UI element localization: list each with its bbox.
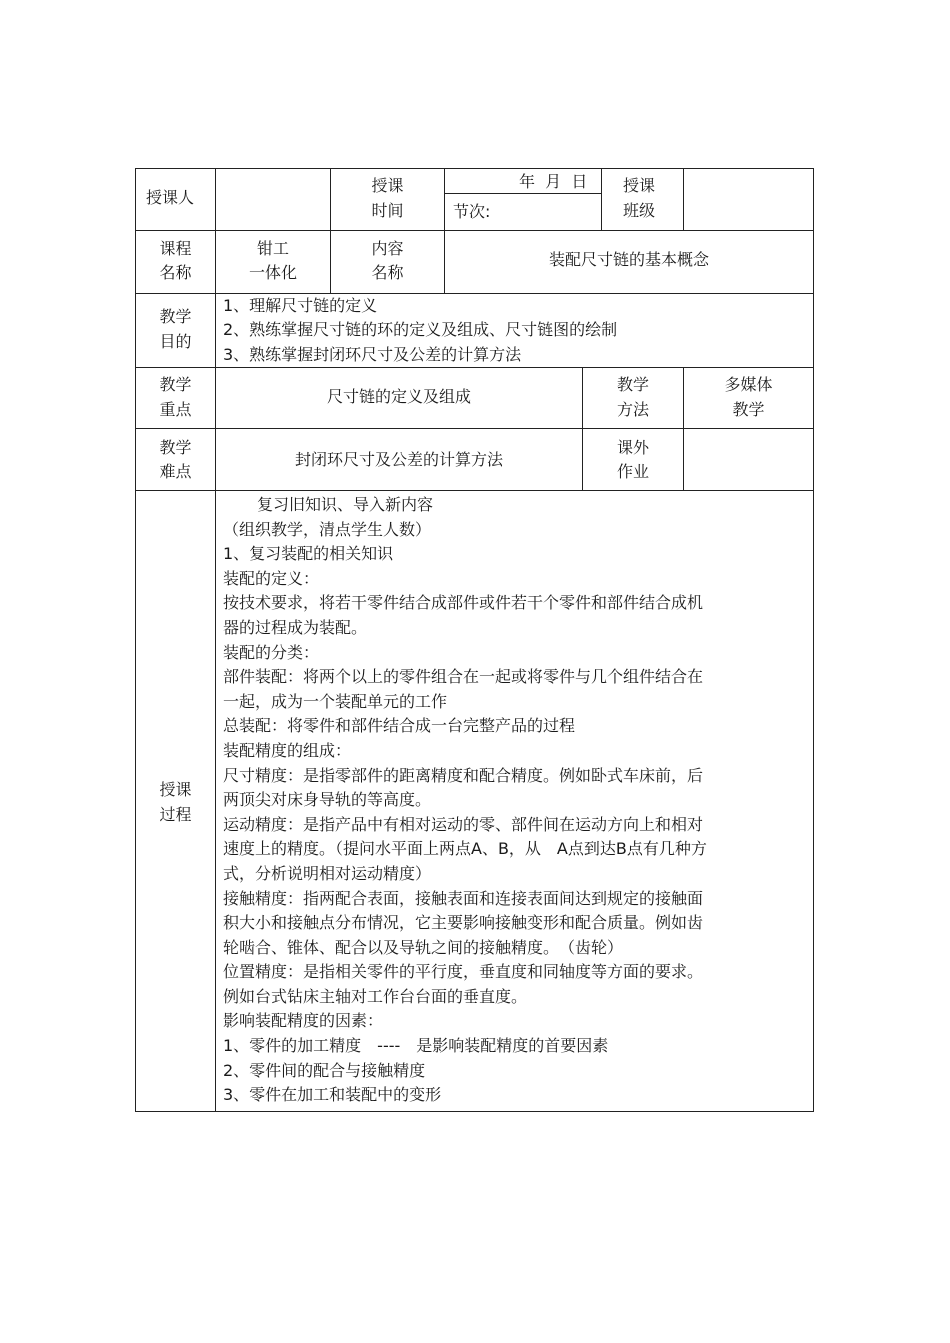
table-border-bottom bbox=[135, 1111, 814, 1112]
process-line: 复习旧知识、导入新内容 bbox=[257, 495, 434, 514]
process-line: 接触精度：指两配合表面，接触表面和连接表面间达到规定的接触面 bbox=[223, 888, 704, 908]
goal-item: 1、理解尺寸链的定义 bbox=[223, 296, 378, 315]
col-divider-b bbox=[444, 168, 445, 294]
course-label-line1: 课程 bbox=[159, 239, 192, 258]
row-divider-3 bbox=[135, 367, 814, 368]
content-value: 装配尺寸链的基本概念 bbox=[548, 250, 709, 269]
process-line: 式，分析说明相对运动精度） bbox=[223, 863, 432, 883]
difficulty-value: 封闭环尺寸及公差的计算方法 bbox=[294, 450, 503, 469]
process-line: 1、零件的加工精度 ---- 是影响装配精度的首要因素 bbox=[223, 1036, 609, 1056]
process-line: 按技术要求，将若干零件结合成部件或件若干个零件和部件结合成机 bbox=[223, 593, 704, 613]
date-text: 年 月 日 bbox=[519, 172, 588, 191]
process-line: 一起，成为一个装配单元的工作 bbox=[223, 691, 448, 711]
method-value-line2: 教学 bbox=[732, 400, 765, 419]
table-border-right bbox=[813, 168, 814, 1112]
method-label-line1: 教学 bbox=[616, 375, 649, 394]
process-line: 总装配：将零件和部件结合成一台完整产品的过程 bbox=[223, 716, 576, 736]
key-label-line1: 教学 bbox=[159, 375, 192, 394]
process-line: 装配的分类： bbox=[223, 642, 320, 662]
course-label-line2: 名称 bbox=[159, 263, 192, 282]
content-label-line2: 名称 bbox=[371, 263, 404, 282]
process-line: 装配的定义： bbox=[223, 568, 320, 588]
course-value-line2: 一体化 bbox=[248, 263, 297, 282]
method-label-line2: 方法 bbox=[616, 400, 649, 419]
homework-label-line1: 课外 bbox=[616, 438, 649, 457]
process-line: 积大小和接触点分布情况，它主要影响接触变形和配合质量。例如齿 bbox=[223, 913, 704, 933]
process-line: 两顶尖对床身导轨的等高度。 bbox=[223, 790, 432, 810]
key-label-line2: 重点 bbox=[159, 400, 192, 419]
process-line: 部件装配：将两个以上的零件组合在一起或将零件与几个组件结合在 bbox=[223, 667, 704, 687]
period-label: 节次: bbox=[453, 202, 491, 221]
process-line: 影响装配精度的因素： bbox=[223, 1011, 384, 1031]
method-value-line1: 多媒体 bbox=[724, 375, 773, 394]
table-border-top bbox=[135, 168, 814, 169]
row-divider-4 bbox=[135, 428, 814, 429]
time-label-line1: 授课 bbox=[371, 176, 404, 195]
process-line: 例如台式钻床主轴对工作台台面的垂直度。 bbox=[223, 986, 528, 1006]
process-label-line1: 授课 bbox=[159, 780, 192, 799]
process-line: 器的过程成为装配。 bbox=[223, 617, 368, 637]
process-line: 位置精度：是指相关零件的平行度，垂直度和同轴度等方面的要求。 bbox=[223, 962, 704, 982]
label-column-divider bbox=[215, 168, 216, 1112]
process-line: 2、零件间的配合与接触精度 bbox=[223, 1060, 426, 1080]
homework-label-line2: 作业 bbox=[616, 462, 649, 481]
difficulty-label-line2: 难点 bbox=[159, 462, 192, 481]
process-line: 轮啮合、锥体、配合以及导轨之间的接触精度。 （齿轮） bbox=[223, 937, 624, 957]
class-label-line1: 授课 bbox=[623, 176, 656, 195]
time-label-line2: 时间 bbox=[371, 201, 404, 220]
goal-item: 2、熟练掌握尺寸链的环的定义及组成、尺寸链图的绘制 bbox=[223, 320, 618, 339]
col-divider-c bbox=[601, 168, 602, 231]
process-label-line2: 过程 bbox=[159, 805, 192, 824]
goal-item: 3、熟练掌握封闭环尺寸及公差的计算方法 bbox=[223, 345, 522, 364]
row-divider-5 bbox=[135, 490, 814, 491]
process-line: 运动精度：是指产品中有相对运动的零、部件间在运动方向上和相对 bbox=[223, 814, 704, 834]
goal-label-line2: 目的 bbox=[159, 332, 192, 351]
goal-label-line1: 教学 bbox=[159, 307, 192, 326]
col-divider-d bbox=[683, 168, 684, 231]
process-line: （组织教学，清点学生人数） bbox=[223, 519, 432, 539]
class-label-line2: 班级 bbox=[623, 201, 656, 220]
process-line: 速度上的精度。（提问水平面上两点A、B，从 A点到达B点有几种方 bbox=[223, 839, 707, 859]
process-content bbox=[223, 493, 707, 1108]
process-line: 尺寸精度：是指零部件的距离精度和配合精度。例如卧式车床前，后 bbox=[223, 765, 704, 785]
teacher-label: 授课人 bbox=[146, 188, 195, 207]
process-line: 3、零件在加工和装配中的变形 bbox=[223, 1085, 442, 1105]
process-line: 装配精度的组成： bbox=[223, 740, 352, 760]
course-value-line1: 钳工 bbox=[256, 239, 289, 258]
key-value: 尺寸链的定义及组成 bbox=[326, 387, 471, 406]
content-label-line1: 内容 bbox=[371, 239, 404, 258]
row-divider-1 bbox=[135, 230, 814, 231]
process-line: 1、复习装配的相关知识 bbox=[223, 544, 394, 564]
difficulty-label-line1: 教学 bbox=[159, 438, 192, 457]
